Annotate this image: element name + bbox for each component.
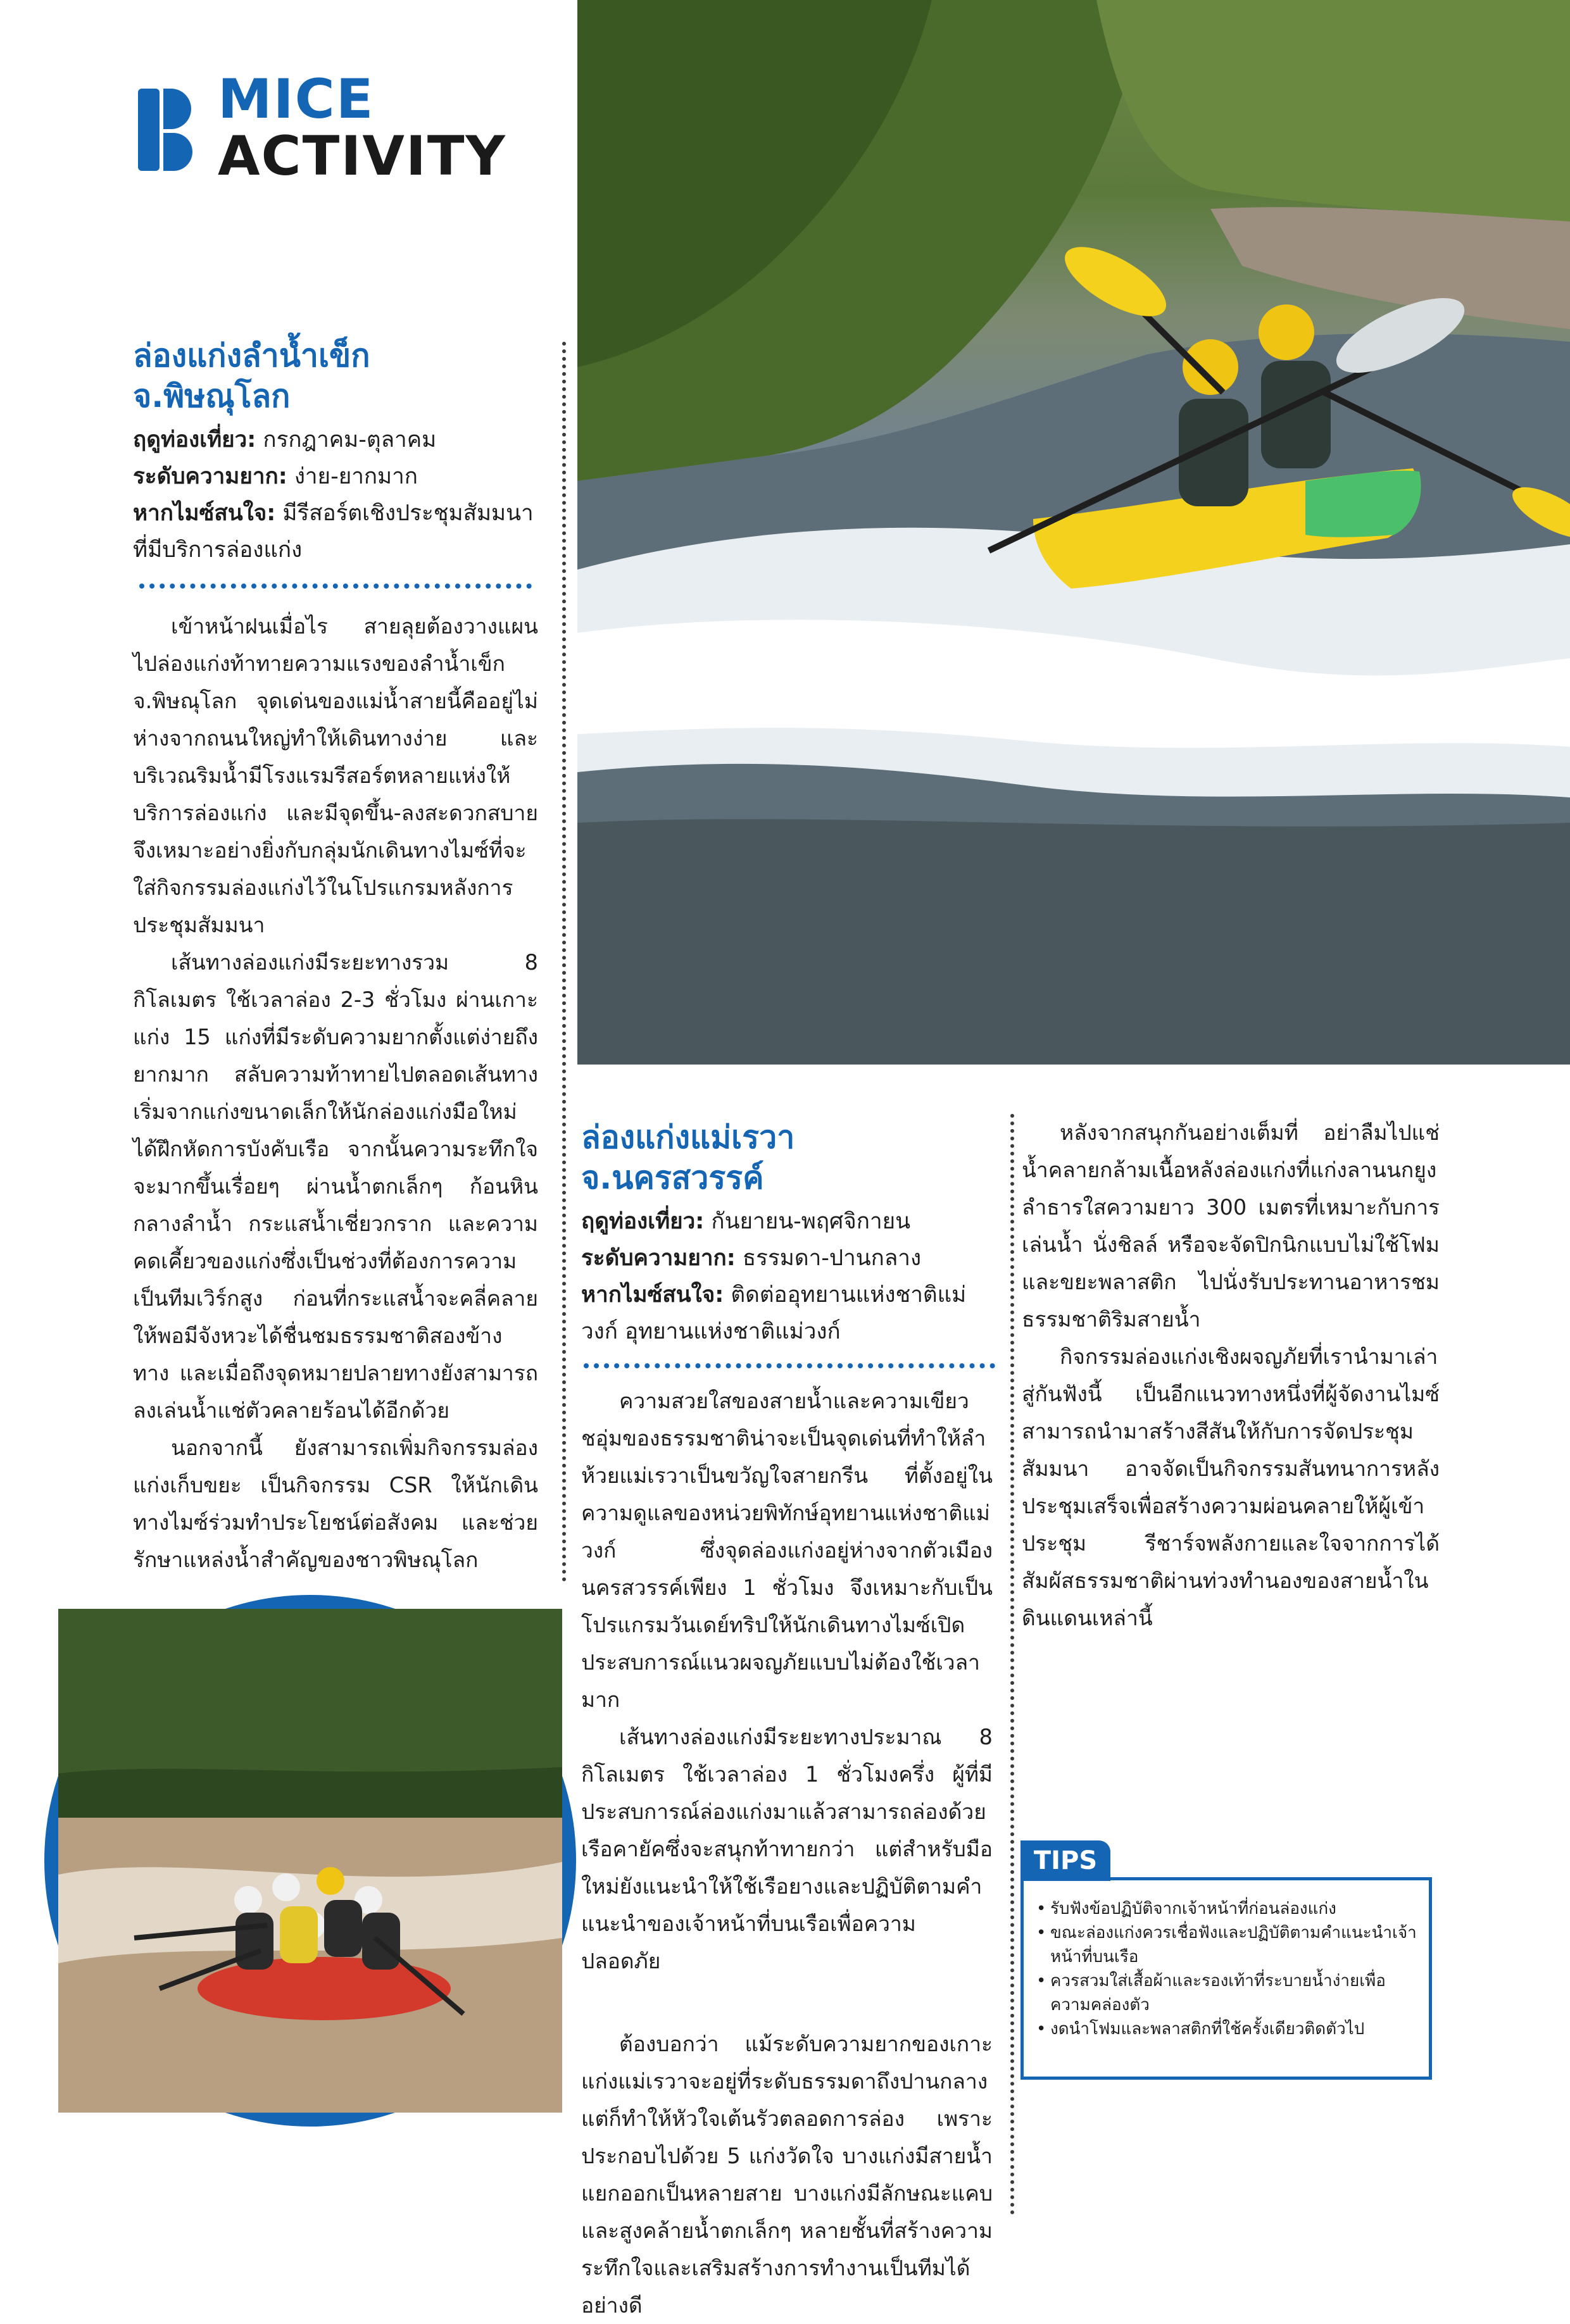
section2-paragraph-3-start: ต้องบอกว่า แม้ระดับความยากของเกาะแก่งแม่เรวาจะอยู่ที่ระดับธรรมดาถึงปานกลาง แต่ก็ทำให้หัวใจเต้นรัวตลอดการล่อง เพราะประกอบไปด้วย 5 แก่งวัดใจ บางแก่งมีสายน้ำแยกออกเป็นหลายสาย บางแก่งมีลักษณะแคบและสูงคล้ายน้ำตกเล็กๆ หลายชั้นที่สร้างความระทึกใจและเสริมสร้างการทำงานเป็นทีมได้อย่างดี <box>581 2032 993 2318</box>
section2-season-label: ฤดูท่องเที่ยว: <box>581 1209 705 1234</box>
section2-divider <box>584 1363 995 1368</box>
section1-season-value: กรกฎาคม-ตุลาคม <box>256 427 437 453</box>
section2-header <box>581 1117 999 1350</box>
kayak-photo <box>577 0 1570 1065</box>
section2-interest-label: หากไมซ์สนใจ: <box>581 1282 724 1308</box>
section2-level-value: ธรรมดา-ปานกลาง <box>735 1246 922 1271</box>
section1-level-label: ระดับความยาก: <box>133 464 287 489</box>
section1-divider <box>139 584 532 589</box>
tip-item: • รับฟังข้อปฏิบัติจากเจ้าหน้าที่ก่อนล่องแก่ง <box>1036 1897 1417 1921</box>
section1-title-line1: ล่องแก่งลำน้ำเข็ก <box>133 337 370 374</box>
section1-interest-label: หากไมซ์สนใจ: <box>133 501 276 526</box>
section2-season <box>581 1203 999 1240</box>
section1-interest <box>133 495 538 568</box>
section2-title-line2: จ.นครสวรรค์ <box>581 1159 764 1196</box>
logo-line-1: MICE <box>218 68 375 131</box>
rafting-scene <box>58 1609 562 2113</box>
section2-paragraph-1: ความสวยใสของสายน้ำและความเขียวชอุ่มของธรรมชาติน่าจะเป็นจุดเด่นที่ทำให้ลำห้วยแม่เรวาเป็นขวัญใจสายกรีน ที่ตั้งอยู่ในความดูแลของหน่วยพิทักษ์อุทยานแห่งชาติแม่วงก์ ซึ่งจุดล่องแก่งอยู่ห่างจากตัวเมืองนครสวรรค์เพียง 1 ชั่วโมง จึงเหมาะกับเป็นโปรแกรมวันเดย์ทริปให้นักเดินทางไมซ์เปิดประสบการณ์แนวผจญภัยแบบไม่ต้องใช้เวลามาก <box>581 1389 993 1712</box>
section1-paragraph-3: นอกจากนี้ ยังสามารถเพิ่มกิจกรรมล่องแก่งเก็บขยะ เป็นกิจกรรม CSR ให้นักเดินทางไมซ์ร่วมทำประโยชน์ต่อสังคม และช่วยรักษาแหล่งน้ำสำคัญของชาวพิษณุโลก <box>133 1435 538 1572</box>
section1-paragraph-1: เข้าหน้าฝนเมื่อไร สายลุยต้องวางแผนไปล่องแก่งท้าทายความแรงของลำน้ำเข็ก จ.พิษณุโลก จุดเด่นของแม่น้ำสายนี้คืออยู่ไม่ห่างจากถนนใหญ่ทำให้เดินทางง่าย และบริเวณริมน้ำมีโรงแรมรีสอร์ตหลายแห่งให้บริการล่องแก่ง และมีจุดขึ้น-ลงสะดวกสบาย จึงเหมาะอย่างยิ่งกับกลุ่มนักเดินทางไมซ์ที่จะใส่กิจกรรมล่องแก่งไว้ในโปรแกรมหลังการประชุมสัมมนา <box>133 614 538 937</box>
section2-interest-value: ติดต่ออุทยานแห่งชาติแม่วงก์ อุทยานแห่งชาติแม่วงก์ <box>581 1282 967 1344</box>
rafting-photo <box>44 1595 576 2127</box>
section2-season-value: กันยายน-พฤศจิกายน <box>704 1209 911 1234</box>
column-divider-2 <box>1010 1114 1014 2215</box>
section2-level <box>581 1240 999 1277</box>
tip-item: • ควรสวมใส่เสื้อผ้าและรองเท้าที่ระบายน้ำง่ายเพื่อความคล่องตัว <box>1036 1969 1417 2017</box>
section2-body-col3 <box>1022 1114 1440 1825</box>
section1-level <box>133 458 538 495</box>
section1-paragraph-2: เส้นทางล่องแก่งมีระยะทางรวม 8 กิโลเมตร ใช้เวลาล่อง 2-3 ชั่วโมง ผ่านเกาะแก่ง 15 แก่งที่มีระดับความยากตั้งแต่ง่ายถึงยากมาก สลับความท้าทายไปตลอดเส้นทาง เริ่มจากแก่งขนาดเล็กให้นักล่องแก่งมือใหม่ได้ฝึกหัดการบังคับเรือ จากนั้นความระทึกใจจะมากขึ้นเรื่อยๆ ผ่านน้ำตกเล็กๆ ก้อนหินกลางลำน้ำ กระแสน้ำเชี่ยวกราก และความคดเคี้ยวของแก่งซึ่งเป็นช่วงที่ต้องการความเป็นทีมเวิร์กสูง ก่อนที่กระแสน้ำจะคลี่คลายให้พอมีจังหวะได้ชื่นชมธรรมชาติสองข้างทาง และเมื่อถึงจุดหมายปลายทางยังสามารถลงเล่นน้ำแช่ตัวคลายร้อนได้อีกด้วย <box>133 950 538 1423</box>
section1-season-label: ฤดูท่องเที่ยว: <box>133 427 256 453</box>
mice-logo-icon <box>138 89 201 171</box>
tip-item: • ขณะล่องแก่งควรเชื่อฟังและปฏิบัติตามคำแนะนำเจ้าหน้าที่บนเรือ <box>1036 1921 1417 1969</box>
section2-level-label: ระดับความยาก: <box>581 1246 736 1271</box>
section1-body <box>133 608 538 1578</box>
section1-header <box>133 335 538 568</box>
section1-season <box>133 422 538 458</box>
section2-paragraph-5: กิจกรรมล่องแก่งเชิงผจญภัยที่เรานำมาเล่าสู่กันฟังนี้ เป็นอีกแนวทางหนึ่งที่ผู้จัดงานไมซ์สามารถนำมาสร้างสีสันให้กับการจัดประชุมสัมมนา อาจจัดเป็นกิจกรรมสันทนาการหลังประชุมเสร็จเพื่อสร้างความผ่อนคลายให้ผู้เข้าประชุม รีชาร์จพลังกายและใจจากการได้สัมผัสธรรมชาติผ่านท่วงทำนองของสายน้ำในดินแดนเหล่านี้ <box>1022 1344 1440 1630</box>
magazine-section-logo <box>218 68 506 188</box>
logo-line-2: ACTIVITY <box>218 125 506 188</box>
column-divider <box>562 342 566 1582</box>
kayak-scene <box>577 0 1570 1065</box>
section2-body-col1 <box>581 1382 993 2104</box>
section1-interest-value: มีรีสอร์ตเชิงประชุมสัมมนาที่มีบริการล่องแก่ง <box>133 501 534 563</box>
tip-item: • งดนำโฟมและพลาสติกที่ใช้ครั้งเดียวติดตัวไป <box>1036 2017 1417 2041</box>
section2-title-line1: ล่องแก่งแม่เรวา <box>581 1119 795 1156</box>
section2-paragraph-2: เส้นทางล่องแก่งมีระยะทางประมาณ 8 กิโลเมตร ใช้เวลาล่อง 1 ชั่วโมงครึ่ง ผู้ที่มีประสบการณ์ล่องแก่งมาแล้วสามารถล่องด้วยเรือคายัคซึ่งจะสนุกท้าทายกว่า แต่สำหรับมือใหม่ยังแนะนำให้ใช้เรือยางและปฏิบัติตามคำแนะนำของเจ้าหน้าที่บนเรือเพื่อความปลอดภัย <box>581 1725 993 1973</box>
section1-title-line2: จ.พิษณุโลก <box>133 378 291 415</box>
section2-interest <box>581 1277 999 1350</box>
section2-body-col2 <box>581 2025 993 2318</box>
section1-level-value: ง่าย-ยากมาก <box>287 464 418 489</box>
tips-label: TIPS <box>1020 1840 1110 1881</box>
tips-list <box>1036 1897 1417 2041</box>
tips-box <box>1020 1877 1432 2080</box>
section2-paragraph-4: หลังจากสนุกกันอย่างเต็มที่ อย่าลืมไปแช่น้ำคลายกล้ามเนื้อหลังล่องแก่งที่แก่งลานนกยูง ลำธารใสความยาว 300 เมตรที่เหมาะกับการเล่นน้ำ นั่งชิลล์ หรือจะจัดปิกนิกแบบไม่ใช้โฟมและขยะพลาสติก ไปนั่งรับประทานอาหารชมธรรมชาติริมสายน้ำ <box>1022 1120 1440 1332</box>
